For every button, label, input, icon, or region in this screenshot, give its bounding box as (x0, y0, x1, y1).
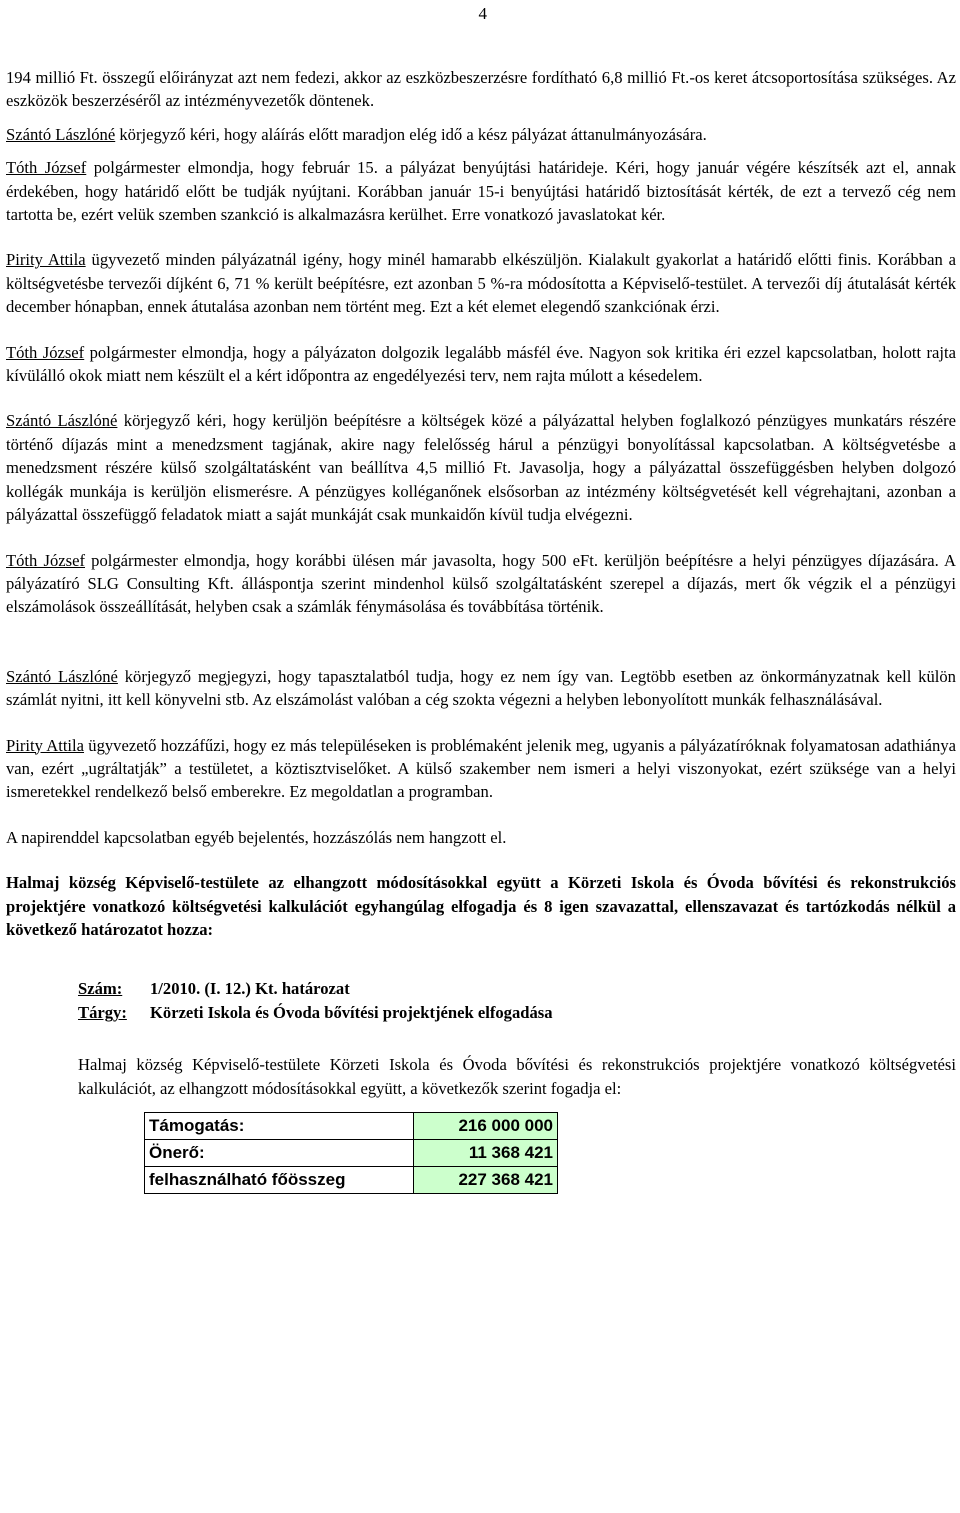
speaker-name: Pirity Attila (6, 735, 85, 755)
speaker-name: Szántó Lászlóné (6, 411, 118, 431)
budget-table (144, 1112, 558, 1194)
table-row (145, 1167, 558, 1194)
paragraph-4: Pirity Attila ügyvezető minden pályázatnál igény, hogy minél hamarabb elkészüljön. Kialakult gyakorlat a határidő előtti finis. Korábban a költségvetésbe tervezői díjként 6, 71 % került beépítésre, ezt azonban 5 %-ra módosította a Képviselő-testület. A tervezői díj átutalását kérték december hónapban, ennek átutalása azonban nem történt meg. Ezt a két elemet elegendő szankciónak érzi. (6, 250, 956, 317)
budget-label: Önerő: (145, 1140, 414, 1167)
budget-label: felhasználható főösszeg (145, 1167, 414, 1194)
paragraph-9: Pirity Attila ügyvezető hozzáfűzi, hogy ez más településeken is problémaként jelenik meg, ugyanis a pályázatíróknak folyamatosan adathiánya van, ezért „ugráltatják” a testületet, a köztisztviselőket. A külső szakember nem ismeri a helyi viszonyokat, ezért szüksége van a helyi ismeretekkel rendelkező belső emberekre. Ez megoldatlan a programban. (6, 735, 956, 802)
table-row (145, 1140, 558, 1167)
table-row (145, 1113, 558, 1140)
decision-statement: Halmaj község Képviselő-testülete az elhangzott módosításokkal együtt a Körzeti Iskola és Óvoda bővítési és rekonstrukciós projektjére vonatkozó költségvetési kalkulációt egyhangúlag elfogadja és 8 igen szavazattal, ellenszavazat és tartózkodás nélkül a következő határozatot hozza: (6, 873, 956, 939)
paragraph-10: A napirenddel kapcsolatban egyéb bejelentés, hozzászólás nem hangzott el. (6, 827, 507, 847)
paragraph-5: Tóth József polgármester elmondja, hogy a pályázaton dolgozik legalább másfél éve. Nagyon sok kritika éri ezzel kapcsolatban, holott rajta kívülálló okok miatt nem készült el a kért időpontra az engedélyezési terv, nem rajta múlott a késedelem. (6, 342, 957, 386)
budget-value: 216 000 000 (414, 1113, 558, 1140)
paragraph-6: Szántó Lászlóné körjegyző kéri, hogy kerüljön beépítésre a költségek közé a pályázattal helyben foglalkozó pénzügyes munkatárs részére történő díjazás mint a menedzsment tagjának, akire nagy felelősség hárul a pénzügyi bonyolítással kapcsolatban. A költségvetésbe a menedzsment részére külső szolgáltatásként van beállítva 4,5 millió Ft. Javasolja, hogy a pályázattal összefüggésben helyben dolgozó kollégák munkája is kerüljön elismerésre. A pénzügyes kolléganőnek elsősorban az intézmény költségvetését kell végrehajtani, azonban a pályázattal összefüggő feladatok miatt a saját munkáját csak munkaidőn kívül tudja elvégezni. (6, 411, 956, 525)
resolution-number: Szám: 1/2010. (I. 12.) Kt. határozat (78, 979, 350, 999)
speaker-name: Szántó Lászlóné (6, 666, 118, 686)
resolution-body: Halmaj község Képviselő-testülete Körzeti Iskola és Óvoda bővítési és rekonstrukciós projektjére vonatkozó költségvetési kalkulációt, az elhangzott módosításokkal együtt, a következők szerint fogadja el: (78, 1055, 956, 1098)
speaker-name: Tóth József (6, 342, 85, 362)
speaker-name: Szántó Lászlóné (6, 124, 116, 144)
resolution-header (78, 977, 956, 1025)
paragraph-7: Tóth József polgármester elmondja, hogy korábbi ülésen már javasolta, hogy 500 eFt. kerüljön beépítésre a helyi pénzügyes díjazására. A pályázatíró SLG Consulting Kft. álláspontja szerint mindenhol külső szolgáltatásként szerepel a díjazás, mert ők végzik el a pénzügyi elszámolások összeállítását, helyben csak a számlák fénymásolása és továbbítása történik. (6, 550, 956, 617)
speaker-name: Tóth József (6, 158, 87, 178)
page-number: 4 (478, 4, 487, 23)
document-body (6, 66, 956, 1194)
budget-value: 11 368 421 (414, 1140, 558, 1167)
resolution-subject: Tárgy: Körzeti Iskola és Óvoda bővítési projektjének elfogadása (78, 1003, 553, 1023)
budget-label: Támogatás: (145, 1113, 414, 1140)
paragraph-8: Szántó Lászlóné körjegyző megjegyzi, hogy tapasztalatból tudja, hogy ez nem így van. Legtöbb esetben az önkormányzatnak kell külön számlát nyitni, itt kell könyvelni stb. Az elszámolást valóban a cég szokta végezni a helyben lebonyolított munkák felhasználásával. (6, 666, 956, 710)
speaker-name: Tóth József (6, 550, 85, 570)
paragraph-3: Tóth József polgármester elmondja, hogy február 15. a pályázat benyújtási határideje. Kéri, hogy január végére készítsék azt el, annak érdekében, hogy határidő előtt be tudják nyújtani. Korábban január 15-i benyújtási határidő biztosítását kérték, de ezt a tervező cég nem tartotta be, ezért velük szemben szankció is alkalmazásra kerülhet. Erre vonatkozó javaslatokat kér. (6, 158, 956, 225)
speaker-name: Pirity Attila (6, 250, 86, 270)
paragraph-2: Szántó Lászlóné körjegyző kéri, hogy aláírás előtt maradjon elég idő a kész pályázat áttanulmányozására. (6, 124, 707, 144)
paragraph-1: 194 millió Ft. összegű előirányzat azt nem fedezi, akkor az eszközbeszerzésre fordítható 6,8 millió Ft.-os keret átcsoportosítása szükséges. Az eszközök beszerzéséről az intézményvezetők döntenek. (6, 68, 956, 111)
budget-value: 227 368 421 (414, 1167, 558, 1194)
